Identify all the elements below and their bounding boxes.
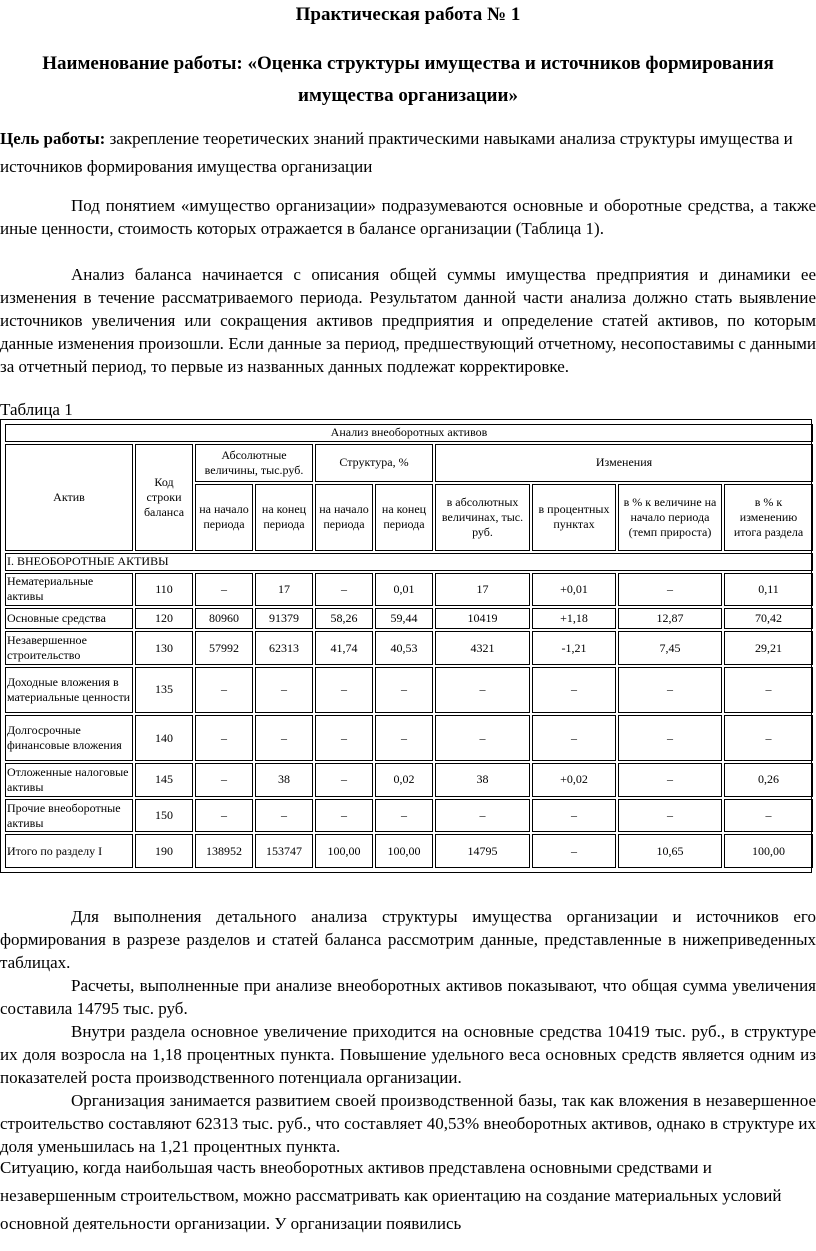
table-row [5,573,813,607]
after-paragraph-2: Расчеты, выполненные при анализе внеоборотных активов показывают, что общая сумма увеличения составила 14795 тыс. руб. [0,976,816,1018]
row-label: Основные средства [5,608,133,629]
table-cell: – [532,834,616,868]
table-row [5,799,813,833]
table-row [5,667,813,713]
row-label: Итого по разделу I [5,834,133,868]
table-cell: 58,26 [315,608,373,629]
table-cell: – [375,799,433,833]
table-cell: 38 [435,763,530,797]
table-cell: – [255,715,313,761]
table-cell: 140 [135,715,193,761]
table-cell: 91379 [255,608,313,629]
after-paragraph-3: Внутри раздела основное увеличение приходится на основные средства 10419 тыс. руб., в структуре их доля возросла на 1,18 процентных пункта. Повышение удельного веса основных средств является одним из показателей роста производственного потенциала организации. [0,1022,816,1087]
table-cell: – [724,667,813,713]
final-paragraph: Ситуацию, когда наибольшая часть внеоборотных активов представлена основными средствами и незавершенным строительством, можно рассматривать как ориентацию на создание материальных условий основной деятельности организации. У организации появились [0,1158,782,1233]
header-pct-start: в % к величине на начало периода (темп прироста) [618,484,722,551]
table-row [5,715,813,761]
table-cell: – [435,715,530,761]
table-cell: 145 [135,763,193,797]
table-cell: 40,53 [375,631,433,665]
table-cell: – [375,667,433,713]
table-cell: 130 [135,631,193,665]
section-row: I. ВНЕОБОРОТНЫЕ АКТИВЫ [5,553,813,571]
table-cell: – [315,799,373,833]
table-cell: 190 [135,834,193,868]
page-title: Практическая работа № 1 [295,4,521,25]
goal [0,125,816,181]
table-cell: – [618,667,722,713]
table-cell: 7,45 [618,631,722,665]
table-cell: 110 [135,573,193,607]
table-cell: – [255,799,313,833]
table-cell: 100,00 [315,834,373,868]
table-row [5,608,813,629]
table-cell: 59,44 [375,608,433,629]
row-label: Отложенные налоговые активы [5,763,133,797]
table-cell: – [532,715,616,761]
row-label: Доходные вложения в материальные ценности [5,667,133,713]
table-cell: – [435,667,530,713]
assets-table [0,419,812,873]
table-cell: 150 [135,799,193,833]
table-cell: 17 [435,573,530,607]
table-cell: 100,00 [375,834,433,868]
work-name: Наименование работы: «Оценка структуры имущества и источников формирования имущества организации» [42,53,774,106]
table-cell: – [532,799,616,833]
table-cell: – [255,667,313,713]
table-cell: – [315,667,373,713]
table-cell: 0,02 [375,763,433,797]
table-cell: +0,02 [532,763,616,797]
table-cell: 17 [255,573,313,607]
table-cell: 62313 [255,631,313,665]
table-cell: – [618,573,722,607]
header-pp-change: в процентных пунктах [532,484,616,551]
table-cell: – [195,715,253,761]
table-cell: 70,42 [724,608,813,629]
table-row [5,763,813,797]
table-cell: – [315,763,373,797]
table-cell: – [618,715,722,761]
header-abs-end: на конец периода [255,484,313,551]
table-row [5,834,813,868]
table-cell: 153747 [255,834,313,868]
table-cell: – [315,715,373,761]
table-cell: – [375,715,433,761]
row-label: Долгосрочные финансовые вложения [5,715,133,761]
row-label: Прочие внеоборотные активы [5,799,133,833]
table-cell: – [724,715,813,761]
table-cell: 57992 [195,631,253,665]
table-cell: – [724,799,813,833]
table-cell: – [195,573,253,607]
table-cell: – [618,799,722,833]
intro-paragraph-1: Под понятием «имущество организации» подразумеваются основные и оборотные средства, а также иные ценности, стоимость которых отражается в балансе организации (Таблица 1). [0,196,816,238]
header-struct-start: на начало периода [315,484,373,551]
table-cell: 12,87 [618,608,722,629]
table-cell: – [435,799,530,833]
table-cell: – [195,763,253,797]
table-cell: +1,18 [532,608,616,629]
header-pct-total: в % к изменению итога раздела [724,484,813,551]
table-cell: 0,26 [724,763,813,797]
header-structure: Структура, % [315,444,433,482]
header-abs-change: в абсолютных величинах, тыс. руб. [435,484,530,551]
header-code: Код строки баланса [135,444,193,551]
table-cell: 41,74 [315,631,373,665]
table-cell: 138952 [195,834,253,868]
table-cell: 100,00 [724,834,813,868]
table-cell: -1,21 [532,631,616,665]
table-cell: – [532,667,616,713]
table-cell: – [315,573,373,607]
table-cell: – [195,799,253,833]
header-absolute: Абсолютные величины, тыс.руб. [195,444,313,482]
table-cell: 135 [135,667,193,713]
intro-paragraph-2: Анализ баланса начинается с описания общей суммы имущества предприятия и динамики ее изменения в течение рассматриваемого периода. Результатом данной части анализа должно стать выявление источников увеличения или сокращения активов предприятия и определение статей активов, по которым данные изменения произошли. Если данные за период, предшествующий отчетному, несопоставимы с данными за отчетный период, то первые из названных данных подлежат корректировке. [0,265,816,376]
header-abs-start: на начало периода [195,484,253,551]
table-cell: 10419 [435,608,530,629]
goal-label: Цель работы: [0,129,106,148]
after-paragraph-4: Организация занимается развитием своей производственной базы, так как вложения в незавершенное строительство составляют 62313 тыс. руб., что составляет 40,53% внеоборотных активов, однако в структуре их доля уменьшилась на 1,21 процентных пункта. [0,1091,816,1156]
table-caption: Таблица 1 [0,400,73,419]
table-cell: 0,11 [724,573,813,607]
goal-text: закрепление теоретических знаний практическими навыками анализа структуры имущества и источников формирования имущества организации [0,129,793,176]
table-cell: 80960 [195,608,253,629]
table-cell: 29,21 [724,631,813,665]
table-cell: 0,01 [375,573,433,607]
table-cell: 4321 [435,631,530,665]
header-changes: Изменения [435,444,813,482]
table-cell: +0,01 [532,573,616,607]
table-cell: 10,65 [618,834,722,868]
row-label: Незавершенное строительство [5,631,133,665]
table-row [5,631,813,665]
table-cell: – [618,763,722,797]
header-asset: Актив [5,444,133,551]
table-cell: 38 [255,763,313,797]
table-title: Анализ внеоборотных активов [5,424,813,442]
table-cell: 14795 [435,834,530,868]
header-struct-end: на конец периода [375,484,433,551]
table-cell: 120 [135,608,193,629]
table-cell: – [195,667,253,713]
row-label: Нематериальные активы [5,573,133,607]
after-paragraph-1: Для выполнения детального анализа структуры имущества организации и источников его формирования в разрезе разделов и статей баланса рассмотрим данные, представленные в нижеприведенных таблицах. [0,907,816,972]
